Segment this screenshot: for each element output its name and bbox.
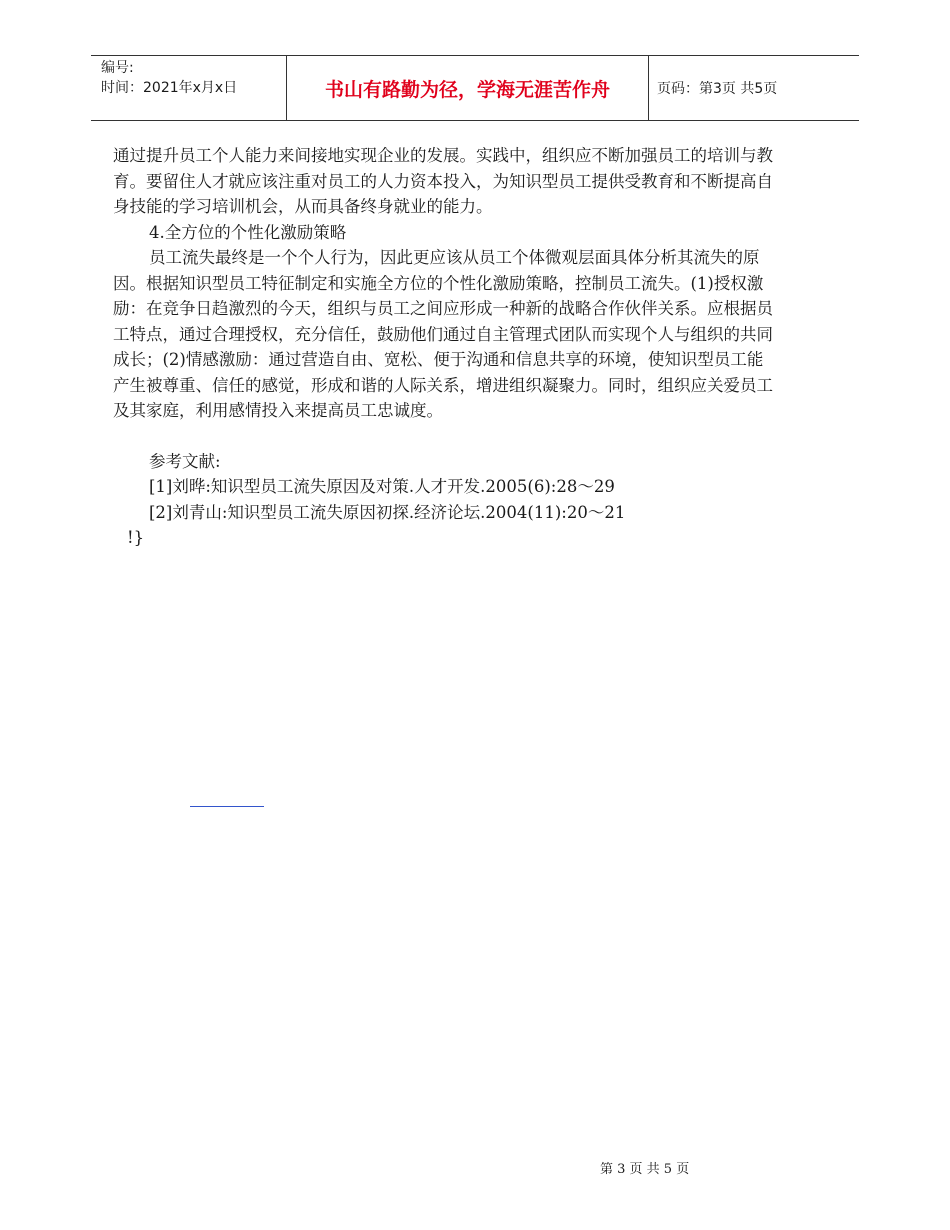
header-page-info: 页码：第3页 共5页	[657, 81, 778, 97]
hyperlink-underline[interactable]	[190, 806, 264, 807]
reference-item: [1]刘晔:知识型员工流失原因及对策.人才开发.2005(6):28～29	[149, 477, 615, 496]
body-paragraph: 通过提升员工个人能力来间接地实现企业的发展。实践中，组织应不断加强员工的培训与教育。要留住人才就应该注重对员工的人力资本投入，为知识型员工提供受教育和不断提高自身技能的学习培训机会，从而具备终身就业的能力。	[113, 146, 773, 216]
references-heading: 参考文献:	[149, 451, 221, 471]
header-motto: 书山有路勤为径，学海无涯苦作舟	[286, 56, 649, 120]
document-body	[113, 143, 773, 551]
section-heading: 4.全方位的个性化激励策略	[149, 222, 347, 242]
tail-text: !}	[127, 528, 145, 547]
page-header	[91, 55, 859, 121]
footer-page-number: 第 3 页 共 5 页	[600, 1162, 690, 1177]
header-meta	[91, 56, 286, 120]
body-paragraph: 员工流失最终是一个个人行为，因此更应该从员工个体微观层面具体分析其流失的原因。根据知识型员工特征制定和实施全方位的个性化激励策略，控制员工流失。(1)授权激励：在竞争日趋激烈的今天，组织与员工之间应形成一种新的战略合作伙伴关系。应根据员工特点，通过合理授权，充分信任，鼓励他们通过自主管理式团队而实现个人与组织的共同成长；(2)情感激励：通过营造自由、宽松、便于沟通和信息共享的环境，使知识型员工能产生被尊重、信任的感觉，形成和谐的人际关系，增进组织凝聚力。同时，组织应关爱员工及其家庭，利用感情投入来提高员工忠诚度。	[113, 248, 773, 420]
reference-item: [2]刘青山:知识型员工流失原因初探.经济论坛.2004(11):20～21	[149, 502, 626, 522]
document-number-label: 编号:	[101, 60, 134, 76]
document-time: 时间：2021年x月x日	[101, 80, 238, 96]
